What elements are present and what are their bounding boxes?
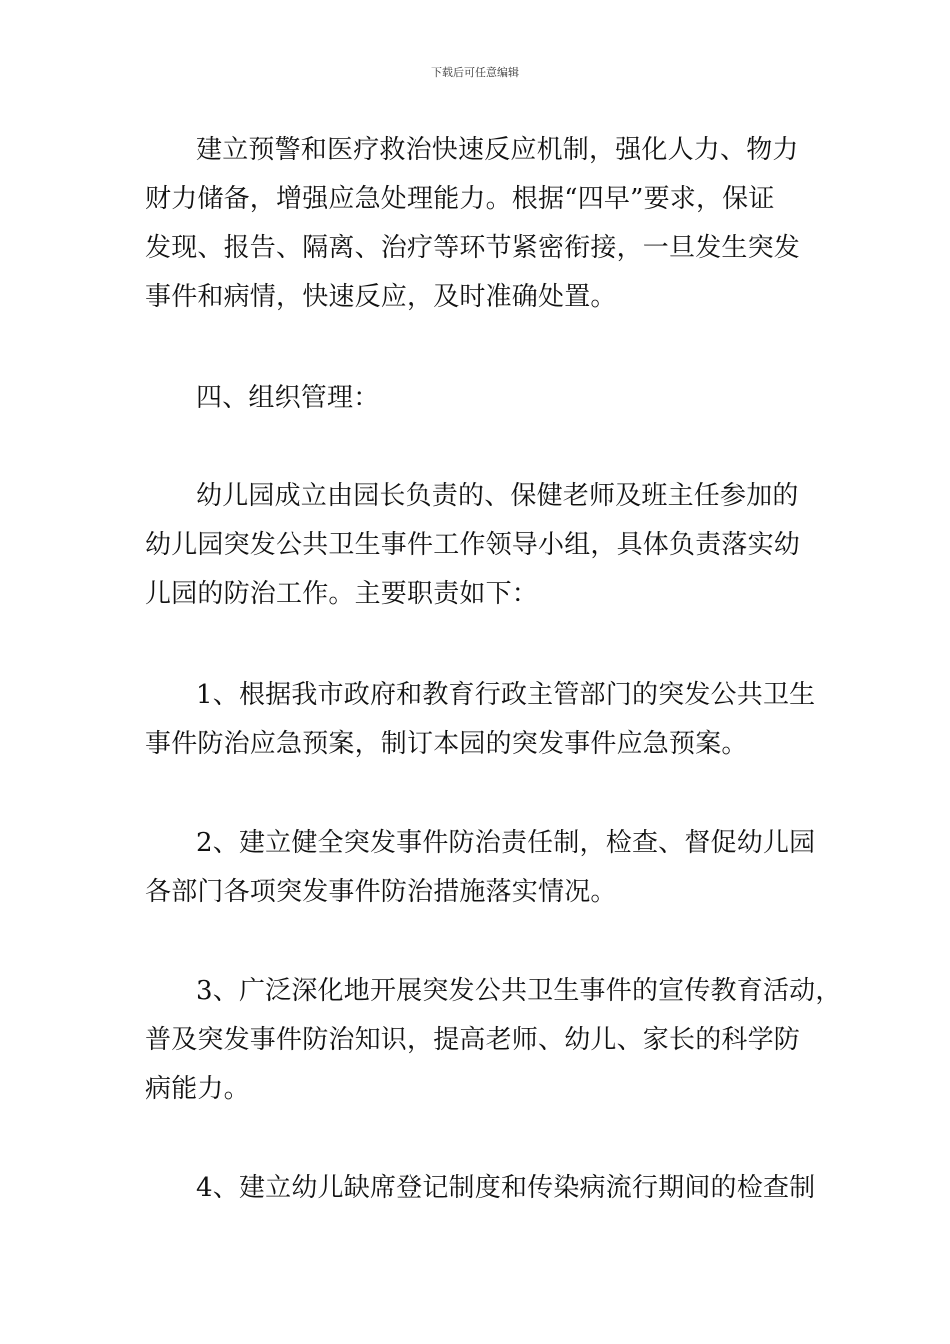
- paragraph-line: 事件和病情，快速反应，及时准确处置。: [145, 282, 617, 312]
- paragraph-line: 发现、报告、隔离、治疗等环节紧密衔接，一旦发生突发: [145, 233, 801, 263]
- list-item-line: 3、广泛深化地开展突发公共卫生事件的宣传教育活动，: [196, 976, 842, 1006]
- list-item-line: 病能力。: [145, 1074, 250, 1104]
- list-item-line: 4、建立幼儿缺席登记制度和传染病流行期间的检查制: [196, 1173, 816, 1203]
- paragraph-line: 幼儿园成立由园长负责的、保健老师及班主任参加的: [196, 481, 799, 511]
- list-item-line: 1、根据我市政府和教育行政主管部门的突发公共卫生: [196, 680, 816, 710]
- paragraph-line: 财力储备，增强应急处理能力。根据“四早”要求，保证: [145, 184, 775, 214]
- paragraph-line: 幼儿园突发公共卫生事件工作领导小组，具体负责落实幼: [145, 530, 801, 560]
- section-heading: 四、组织管理：: [196, 383, 380, 413]
- page-header: 下载后可任意编辑: [431, 66, 519, 79]
- list-item-line: 2、建立健全突发事件防治责任制，检查、督促幼儿园: [196, 828, 816, 858]
- list-item-line: 事件防治应急预案，制订本园的突发事件应急预案。: [145, 729, 748, 759]
- list-item-line: 各部门各项突发事件防治措施落实情况。: [145, 877, 617, 907]
- paragraph-line: 建立预警和医疗救治快速反应机制，强化人力、物力: [196, 135, 799, 165]
- paragraph-line: 儿园的防治工作。主要职责如下：: [145, 579, 539, 609]
- list-item-line: 普及突发事件防治知识，提高老师、幼儿、家长的科学防: [145, 1025, 801, 1055]
